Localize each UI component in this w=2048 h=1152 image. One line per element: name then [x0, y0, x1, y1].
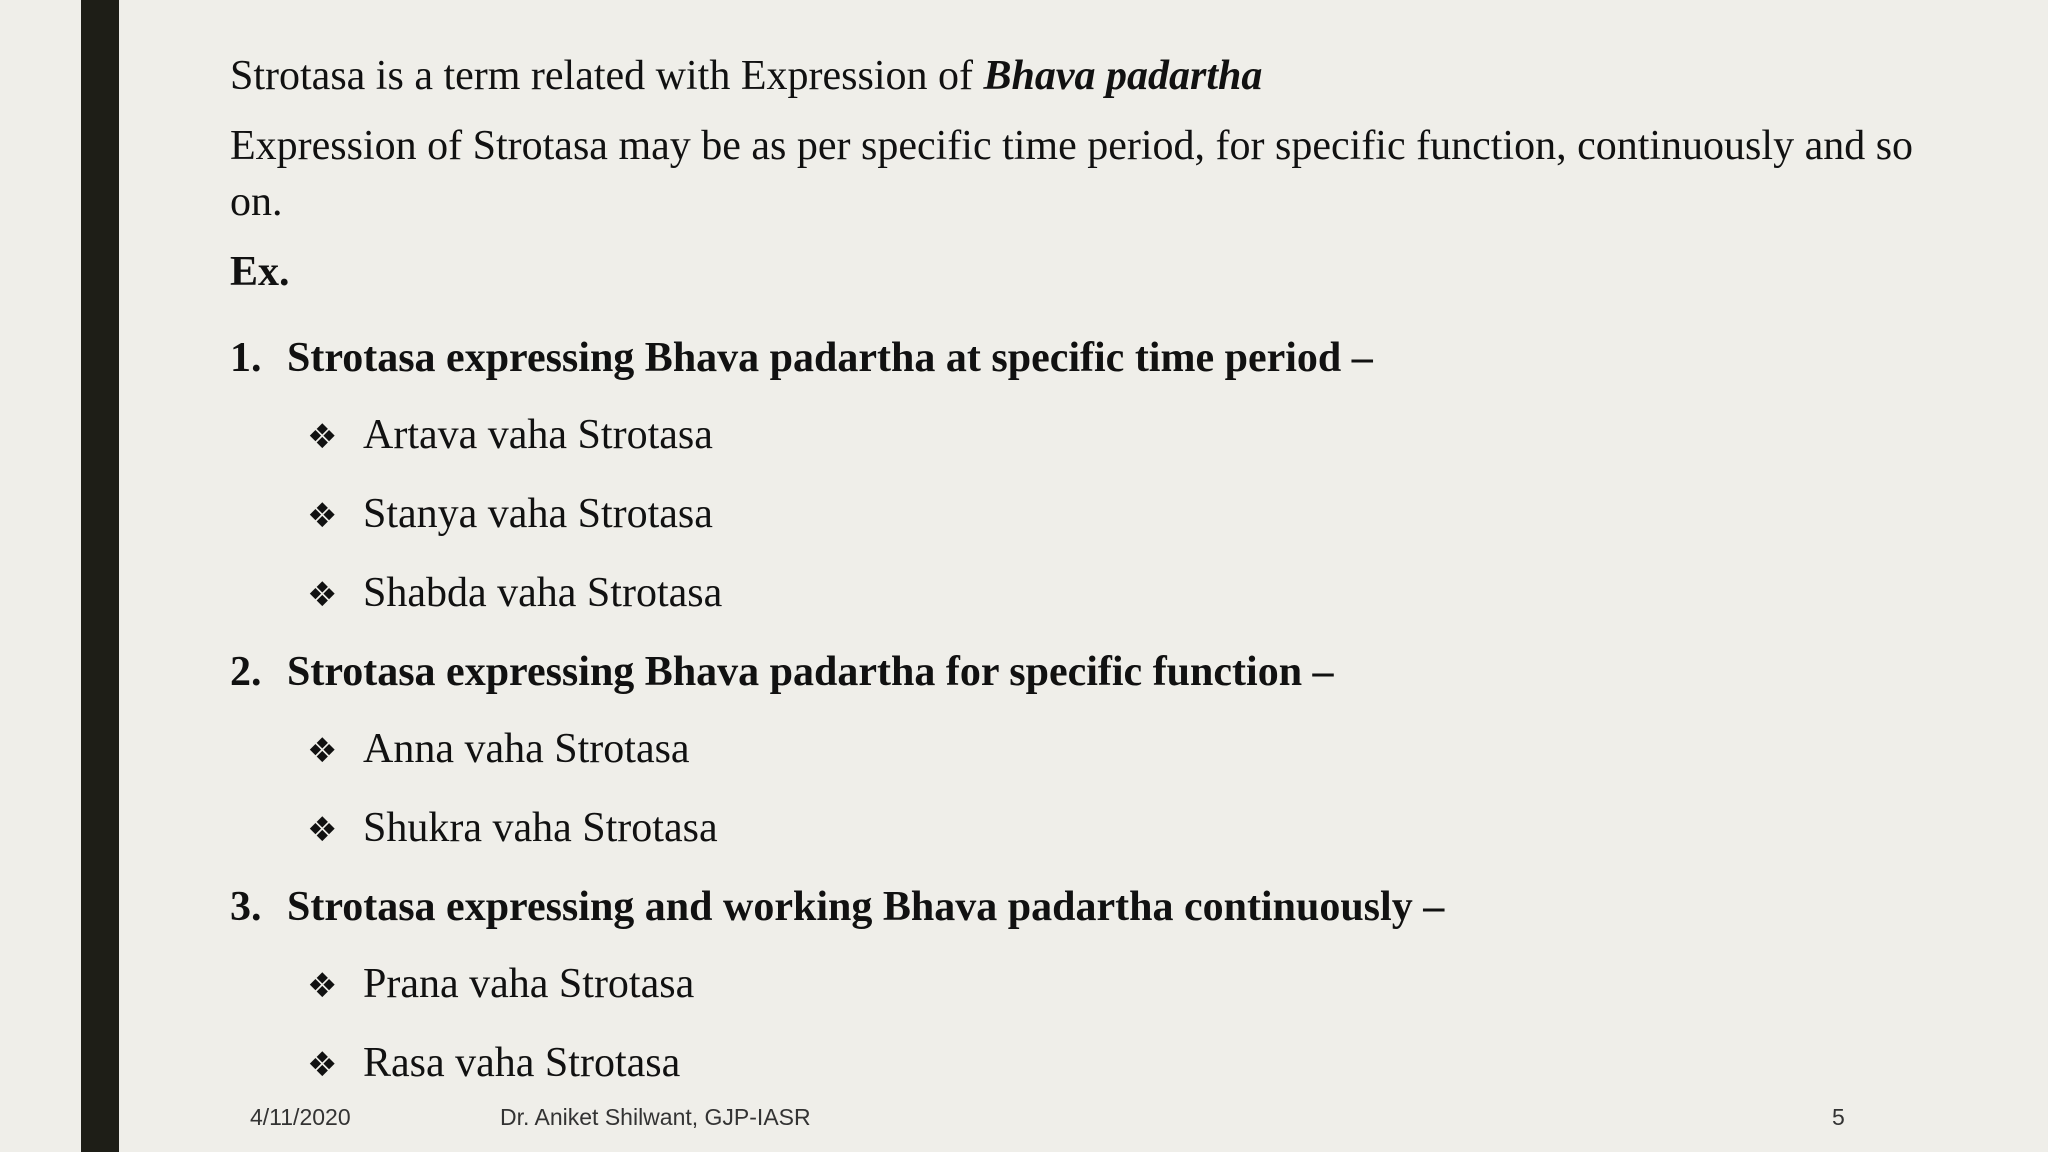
list-item — [230, 1035, 1930, 1093]
section-title-3: Strotasa expressing and working Bhava padartha continuously – — [287, 884, 1445, 930]
list-item-text: Stanya vaha Strotasa — [363, 491, 713, 537]
slide-content — [230, 48, 1930, 1114]
list-item — [230, 721, 1930, 779]
diamond-bullet-icon: ❖ — [307, 575, 338, 615]
diamond-bullet-icon: ❖ — [307, 1045, 338, 1085]
list-item — [230, 800, 1930, 858]
section-list-1 — [230, 407, 1930, 623]
section-number-1: 1. — [230, 335, 262, 381]
footer-date: 4/11/2020 — [250, 1104, 351, 1130]
section-title-1: Strotasa expressing Bhava padartha at specific time period – — [287, 335, 1373, 381]
diamond-bullet-icon: ❖ — [307, 496, 338, 536]
page-number: 5 — [1832, 1104, 1845, 1130]
section-title-2: Strotasa expressing Bhava padartha for specific function – — [287, 649, 1334, 695]
slide-accent-bar — [81, 0, 119, 1152]
diamond-bullet-icon: ❖ — [307, 966, 338, 1006]
diamond-bullet-icon: ❖ — [307, 731, 338, 771]
intro-line-1-text: Strotasa is a term related with Expression of — [230, 53, 984, 99]
diamond-bullet-icon: ❖ — [307, 810, 338, 850]
list-item-text: Anna vaha Strotasa — [363, 726, 690, 772]
list-item-text: Rasa vaha Strotasa — [363, 1040, 681, 1086]
section-number-3: 3. — [230, 884, 262, 930]
example-label: Ex. — [230, 249, 290, 295]
list-item — [230, 407, 1930, 465]
section-list-3 — [230, 956, 1930, 1093]
list-item — [230, 956, 1930, 1014]
intro-line-2: Expression of Strotasa may be as per specific time period, for specific function, continuously and so on. — [230, 123, 1914, 225]
diamond-bullet-icon: ❖ — [307, 417, 338, 457]
list-item — [230, 565, 1930, 623]
section-list-2 — [230, 721, 1930, 858]
section-heading-1 — [230, 330, 1930, 386]
intro-line-1-emphasis: Bhava padartha — [983, 53, 1263, 99]
intro-line-1 — [230, 48, 1930, 104]
list-item — [230, 486, 1930, 544]
list-item-text: Shabda vaha Strotasa — [363, 570, 723, 616]
list-item-text: Prana vaha Strotasa — [363, 961, 695, 1007]
section-number-2: 2. — [230, 649, 262, 695]
list-item-text: Shukra vaha Strotasa — [363, 805, 718, 851]
footer-author: Dr. Aniket Shilwant, GJP-IASR — [500, 1104, 811, 1130]
section-heading-2 — [230, 644, 1930, 700]
section-heading-3 — [230, 879, 1930, 935]
list-item-text: Artava vaha Strotasa — [363, 412, 713, 458]
